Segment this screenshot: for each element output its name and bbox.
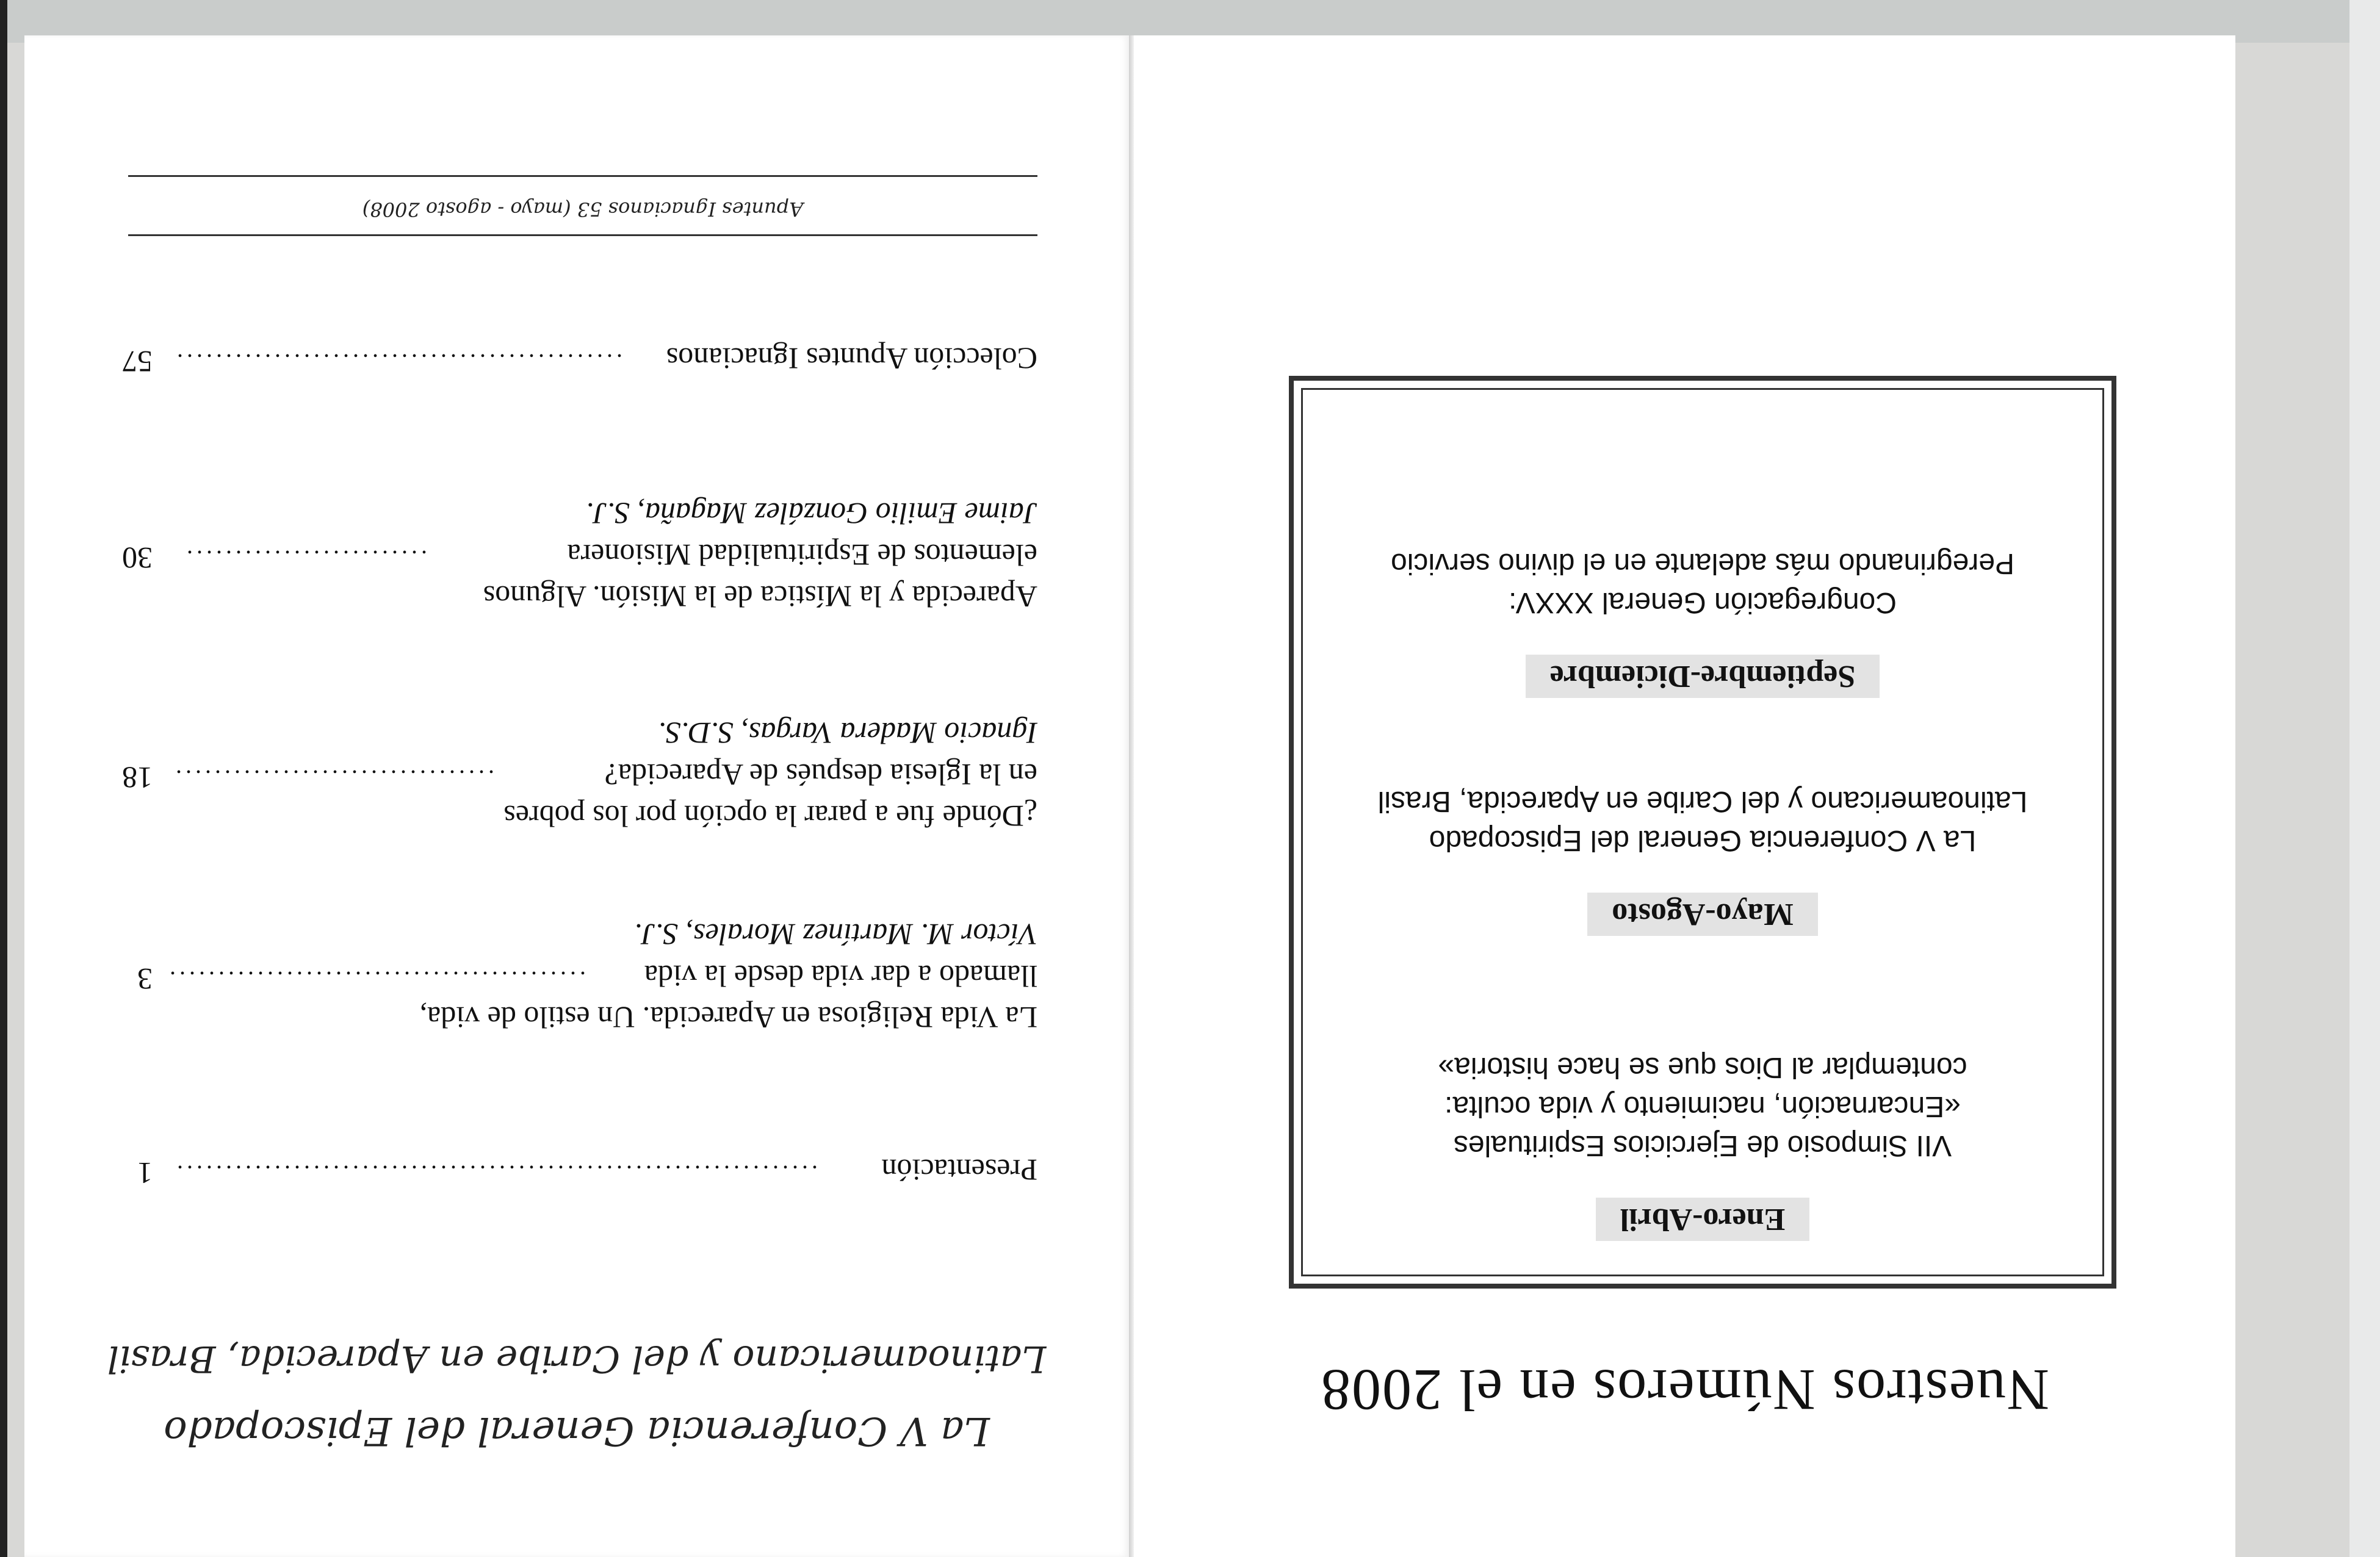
period-line: contemplar al Dios que se hace historia» (1438, 1051, 1967, 1084)
toc-leader-dots: ................................. (172, 765, 494, 793)
toc-item-vida-religiosa (24, 855, 1129, 1038)
toc-title-line: ¿Dónde fue a parar la opción por los pobres (503, 799, 1037, 833)
period-septiembre-diciembre (1294, 544, 2111, 698)
toc-leader-dots: ........................................... (166, 966, 586, 994)
toc-leader-dots: .............................................. (173, 349, 622, 376)
toc-page-number: 1 (137, 1156, 153, 1190)
toc-title-line: elementos de Espiritualidad Misionera (567, 538, 1037, 572)
right-page (1134, 35, 2235, 1557)
period-line: Peregrinando más adelante en el divino servicio (1391, 547, 2014, 580)
toc-title-line: Aparecida y la Mística de la Misión. Algunos (483, 580, 1037, 614)
page-heading: Nuestros Números en el 2008 (1319, 1357, 2050, 1423)
period-line: «Encarnación, nacimiento y vida oculta: (1444, 1090, 1961, 1123)
footer-rule-top (128, 234, 1037, 236)
toc-page-number: 18 (122, 761, 153, 795)
toc-leader-dots: .................................................................. (173, 1160, 818, 1188)
toc-title-line: Presentación (881, 1153, 1037, 1187)
right-page-content (1134, 35, 2235, 1557)
period-line: VII Simposio de Ejercicios Espirituales (1453, 1129, 1952, 1162)
period-description (1294, 544, 2111, 622)
toc-author: Víctor M. Martínez Morales, S.J. (633, 918, 1037, 952)
period-label: Enero-Abril (1596, 1198, 1810, 1241)
toc-title-line: Colección Apuntes Ignacianos (666, 342, 1037, 376)
toc-item-coleccion (24, 196, 1129, 379)
toc-page-number: 30 (122, 541, 153, 575)
period-line: La V Conferencia General del Episcopado (1429, 824, 1977, 857)
page-title-line2: Latinoamericano y del Caribe en Aparecida, Brasil (107, 1337, 1047, 1380)
toc-title-line: La Vida Religiosa en Aparecida. Un estilo de vida, (419, 1001, 1037, 1035)
running-footer: Apuntes Ignacianos 53 (mayo - agosto 2008) (362, 198, 804, 221)
period-description (1294, 782, 2111, 860)
toc-author: Jaime Emilio González Magaña, S.J. (585, 497, 1037, 531)
period-enero-abril (1294, 1048, 2111, 1241)
period-label: Mayo-Agosto (1587, 893, 1818, 936)
period-mayo-agosto (1294, 782, 2111, 936)
toc-item-opcion-pobres (24, 654, 1129, 837)
scan-edge-right (2349, 0, 2380, 1557)
period-description (1294, 1048, 2111, 1165)
period-line: Latinoamericano y del Caribe en Aparecida, Brasil (1377, 785, 2028, 818)
toc-title-line: llamado a dar vida desde la vida (644, 959, 1037, 993)
page-title-line1: La V Conferencia General del Episcopado (164, 1408, 990, 1453)
scan-edge-left (0, 0, 7, 1557)
toc-page-number: 3 (137, 962, 153, 996)
left-page-content (24, 35, 1129, 1557)
period-label: Septiembre-Diciembre (1526, 655, 1880, 698)
toc-title-line: en la Iglesia después de Aparecida? (604, 758, 1037, 792)
toc-author: Ignacio Madera Vargas, S.D.S. (658, 716, 1037, 750)
toc-page-number: 57 (122, 345, 153, 379)
toc-leader-dots: ......................... (183, 545, 427, 573)
left-page (24, 35, 1129, 1557)
period-line: Congregación General XXXV: (1509, 586, 1897, 619)
issues-frame (1289, 376, 2116, 1289)
toc-item-mistica-mision (24, 434, 1129, 617)
book-gutter (1129, 35, 1134, 1557)
footer-rule-bottom (128, 175, 1037, 177)
